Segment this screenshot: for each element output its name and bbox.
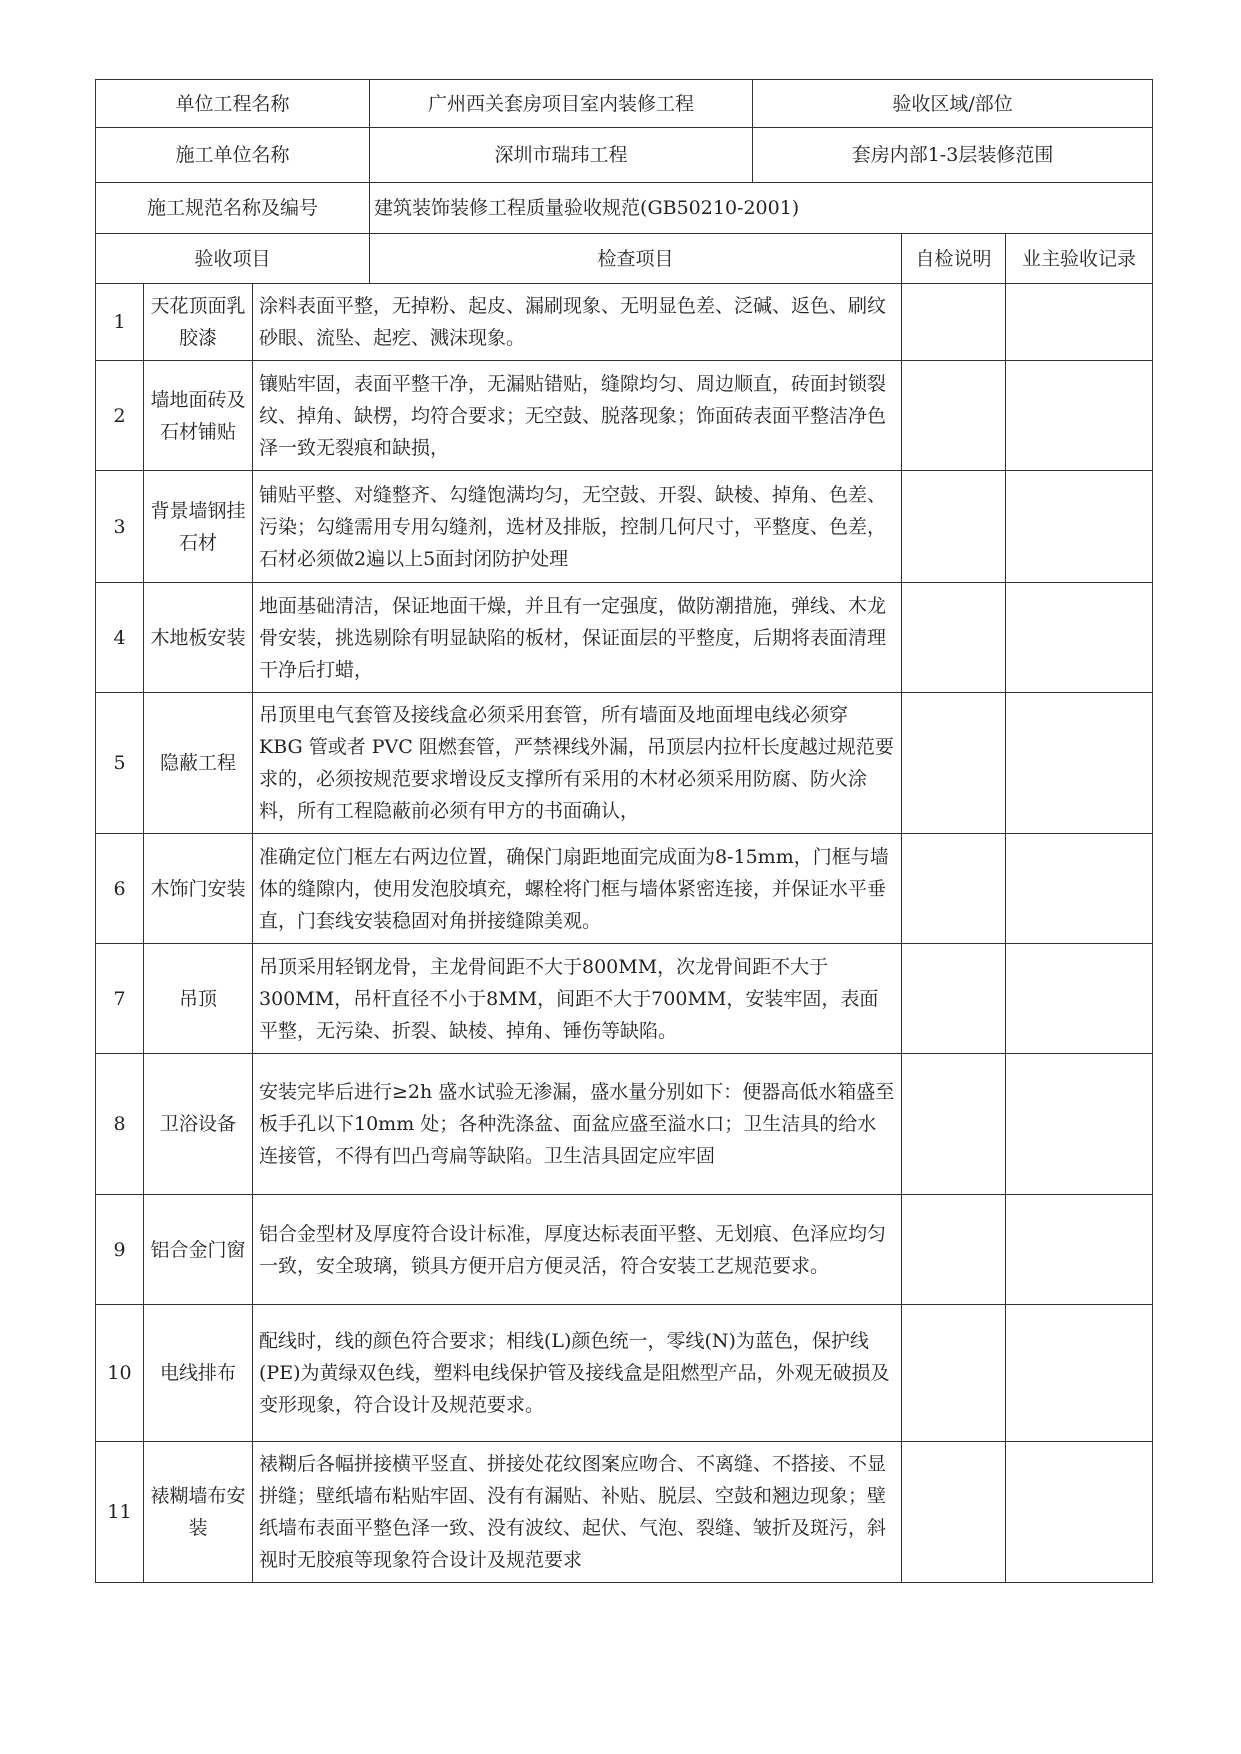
- acceptance-form-table: [95, 79, 1153, 1583]
- spec-value: 建筑装饰装修工程质量验收规范(GB50210-2001): [370, 183, 1153, 234]
- table-row: [96, 471, 1153, 583]
- table-row: [96, 1305, 1153, 1442]
- row-check-description: 准确定位门框左右两边位置，确保门扇距地面完成面为8-15mm，门框与墙体的缝隙内，使用发泡胶填充，螺栓将门框与墙体紧密连接，并保证水平垂直，门套线安装稳固对角拼接缝隙美观。: [253, 834, 902, 944]
- row-owner-record-cell[interactable]: [1006, 471, 1153, 583]
- row-owner-record-cell[interactable]: [1006, 944, 1153, 1054]
- spec-label: 施工规范名称及编号: [96, 183, 370, 234]
- table-row: [96, 1442, 1153, 1583]
- row-self-check-cell[interactable]: [902, 1054, 1006, 1195]
- row-owner-record-cell[interactable]: [1006, 1195, 1153, 1305]
- row-item-name: 吊顶: [144, 944, 253, 1054]
- row-check-description: 铺贴平整、对缝整齐、勾缝饱满均匀，无空鼓、开裂、缺棱、掉角、色差、污染；勾缝需用专用勾缝剂，选材及排版，控制几何尺寸，平整度、色差，石材必须做2遍以上5面封闭防护处理: [253, 471, 902, 583]
- header-row-constructor: [96, 128, 1153, 183]
- row-number: 5: [96, 693, 144, 834]
- row-check-description: 镶贴牢固，表面平整干净，无漏贴错贴，缝隙均匀、周边顺直，砖面封锁裂纹、掉角、缺楞，均符合要求；无空鼓、脱落现象；饰面砖表面平整洁净色泽一致无裂痕和缺损，: [253, 361, 902, 471]
- header-row-project: [96, 80, 1153, 128]
- row-number: 3: [96, 471, 144, 583]
- row-number: 8: [96, 1054, 144, 1195]
- row-item-name: 电线排布: [144, 1305, 253, 1442]
- row-owner-record-cell[interactable]: [1006, 583, 1153, 693]
- row-self-check-cell[interactable]: [902, 1305, 1006, 1442]
- row-owner-record-cell[interactable]: [1006, 1442, 1153, 1583]
- table-row: [96, 834, 1153, 944]
- row-self-check-cell[interactable]: [902, 471, 1006, 583]
- row-owner-record-cell[interactable]: [1006, 284, 1153, 361]
- project-name-label: 单位工程名称: [96, 80, 370, 128]
- row-owner-record-cell[interactable]: [1006, 693, 1153, 834]
- column-check: 检查项目: [370, 234, 902, 284]
- table-row: [96, 1054, 1153, 1195]
- row-check-description: 铝合金型材及厚度符合设计标准，厚度达标表面平整、无划痕、色泽应均匀一致，安全玻璃，锁具方便开启方便灵活，符合安装工艺规范要求。: [253, 1195, 902, 1305]
- row-number: 1: [96, 284, 144, 361]
- row-self-check-cell[interactable]: [902, 284, 1006, 361]
- row-owner-record-cell[interactable]: [1006, 361, 1153, 471]
- row-check-description: 安装完毕后进行≥2h 盛水试验无渗漏，盛水量分别如下：便器高低水箱盛至板手孔以下10mm 处；各种洗涤盆、面盆应盛至溢水口；卫生洁具的给水连接管，不得有凹凸弯扁等缺陷。卫生洁具固定应牢固: [253, 1054, 902, 1195]
- row-item-name: 木饰门安装: [144, 834, 253, 944]
- table-row: [96, 284, 1153, 361]
- row-check-description: 吊顶采用轻钢龙骨，主龙骨间距不大于800MM，次龙骨间距不大于300MM，吊杆直径不小于8MM，间距不大于700MM，安装牢固，表面平整，无污染、折裂、缺棱、掉角、锤伤等缺陷。: [253, 944, 902, 1054]
- column-item: 验收项目: [96, 234, 370, 284]
- row-self-check-cell[interactable]: [902, 693, 1006, 834]
- row-check-description: 吊顶里电气套管及接线盒必须采用套管，所有墙面及地面埋电线必须穿 KBG 管或者 PVC 阻燃套管，严禁裸线外漏，吊顶层内拉杆长度越过规范要求的，必须按规范要求增设反支撑所有采用的木材必须采用防腐、防火涂料，所有工程隐蔽前必须有甲方的书面确认，: [253, 693, 902, 834]
- row-number: 7: [96, 944, 144, 1054]
- table-row: [96, 944, 1153, 1054]
- table-row: [96, 361, 1153, 471]
- row-item-name: 墙地面砖及石材铺贴: [144, 361, 253, 471]
- row-item-name: 卫浴设备: [144, 1054, 253, 1195]
- row-number: 11: [96, 1442, 144, 1583]
- row-owner-record-cell[interactable]: [1006, 834, 1153, 944]
- row-item-name: 隐蔽工程: [144, 693, 253, 834]
- row-item-name: 天花顶面乳胶漆: [144, 284, 253, 361]
- row-self-check-cell[interactable]: [902, 944, 1006, 1054]
- row-item-name: 铝合金门窗: [144, 1195, 253, 1305]
- header-row-spec: [96, 183, 1153, 234]
- row-check-description: 配线时，线的颜色符合要求；相线(L)颜色统一，零线(N)为蓝色，保护线(PE)为黄绿双色线，塑料电线保护管及接线盒是阻燃型产品，外观无破损及变形现象，符合设计及规范要求。: [253, 1305, 902, 1442]
- row-self-check-cell[interactable]: [902, 583, 1006, 693]
- table-row: [96, 1195, 1153, 1305]
- row-number: 4: [96, 583, 144, 693]
- table-row: [96, 583, 1153, 693]
- row-owner-record-cell[interactable]: [1006, 1054, 1153, 1195]
- row-item-name: 背景墙钢挂石材: [144, 471, 253, 583]
- row-check-description: 地面基础清洁，保证地面干燥，并且有一定强度，做防潮措施，弹线、木龙骨安装，挑选剔除有明显缺陷的板材，保证面层的平整度，后期将表面清理干净后打蜡，: [253, 583, 902, 693]
- constructor-value: 深圳市瑞玮工程: [370, 128, 753, 183]
- row-self-check-cell[interactable]: [902, 834, 1006, 944]
- row-self-check-cell[interactable]: [902, 361, 1006, 471]
- row-number: 6: [96, 834, 144, 944]
- row-number: 9: [96, 1195, 144, 1305]
- row-number: 10: [96, 1305, 144, 1442]
- area-label: 验收区域/部位: [753, 80, 1153, 128]
- table-row: [96, 693, 1153, 834]
- area-value: 套房内部1-3层装修范围: [753, 128, 1153, 183]
- row-check-description: 裱糊后各幅拼接横平竖直、拼接处花纹图案应吻合、不离缝、不搭接、不显拼缝；壁纸墙布粘贴牢固、没有有漏贴、补贴、脱层、空鼓和翘边现象；壁纸墙布表面平整色泽一致、没有波纹、起伏、气泡、裂缝、皱折及斑污，斜视时无胶痕等现象符合设计及规范要求: [253, 1442, 902, 1583]
- column-header-row: [96, 234, 1153, 284]
- column-self-check: 自检说明: [902, 234, 1006, 284]
- constructor-label: 施工单位名称: [96, 128, 370, 183]
- row-number: 2: [96, 361, 144, 471]
- row-check-description: 涂料表面平整，无掉粉、起皮、漏刷现象、无明显色差、泛碱、返色、刷纹砂眼、流坠、起疙、溅沫现象。: [253, 284, 902, 361]
- row-item-name: 木地板安装: [144, 583, 253, 693]
- column-owner-record: 业主验收记录: [1006, 234, 1153, 284]
- project-name-value: 广州西关套房项目室内装修工程: [370, 80, 753, 128]
- row-item-name: 裱糊墙布安装: [144, 1442, 253, 1583]
- row-owner-record-cell[interactable]: [1006, 1305, 1153, 1442]
- row-self-check-cell[interactable]: [902, 1195, 1006, 1305]
- row-self-check-cell[interactable]: [902, 1442, 1006, 1583]
